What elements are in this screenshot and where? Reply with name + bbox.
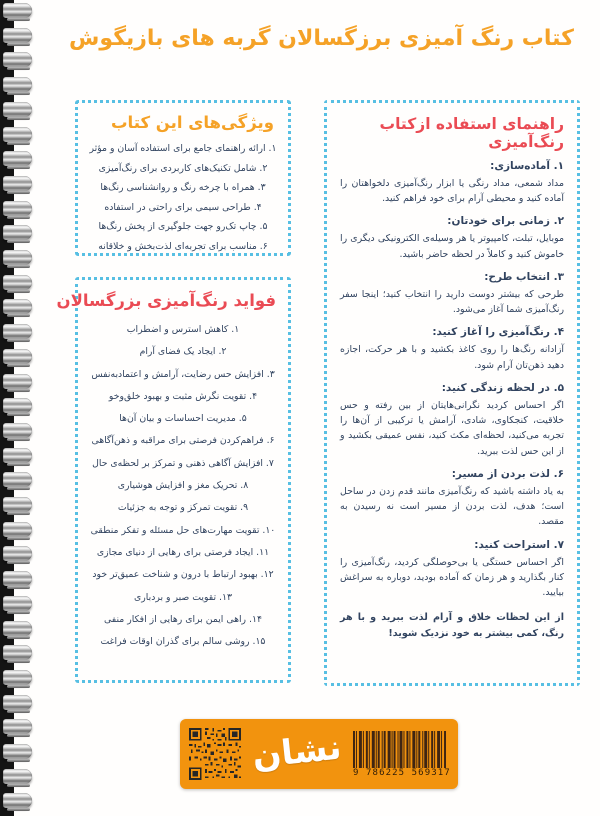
spiral-coil: [3, 744, 32, 759]
guide-section-title: ۷. استراحت کنید:: [474, 538, 564, 551]
spiral-coil: [3, 349, 32, 364]
benefits-list-item: ۱۲. بهبود ارتباط با درون و شناخت عمیق‌تر خود: [92, 569, 274, 581]
spiral-coil: [3, 497, 32, 512]
spiral-coil: [3, 225, 32, 240]
spiral-coil: [3, 151, 32, 166]
benefits-list-item: ۱۵. روشی سالم برای گذران اوقات فراغت: [100, 636, 266, 648]
spiral-coil: [3, 571, 32, 586]
guide-section-text: آزادانه رنگ‌ها را روی کاغذ بکشید و با هر حرکت، اجازه دهید ذهن‌تان آرام شود.: [340, 344, 564, 371]
benefits-list-item: ۵. مدیریت احساسات و بیان آن‌ها: [119, 413, 247, 425]
features-box: [75, 100, 291, 256]
benefits-list-item: ۷. افزایش آگاهی ذهنی و تمرکز بر لحظه‌ی حال: [92, 457, 274, 469]
spiral-coil: [3, 670, 32, 685]
guide-section-title: ۳. انتخاب طرح:: [484, 270, 564, 283]
spiral-coil: [3, 695, 32, 710]
barcode: [353, 731, 449, 778]
benefits-list: [86, 319, 280, 653]
benefits-list-item: ۱۱. ایجاد فرصتی برای رهایی از دنیای مجازی: [96, 546, 270, 558]
spiral-coil: [3, 374, 32, 389]
benefits-list-item: ۱. کاهش استرس و اضطراب: [126, 324, 240, 335]
spiral-coil: [3, 275, 32, 290]
spiral-coil: [3, 52, 32, 67]
spiral-coil: [3, 77, 32, 92]
book-title: کتاب رنگ آمیزی برزگسالان گربه های بازیگوش: [69, 26, 574, 51]
isbn-number: 9 786225 569317: [353, 767, 451, 778]
guide-section-text: اگر احساس خستگی یا بی‌حوصلگی کردید، رنگ‌آمیزی را کنار بگذارید و هر زمان که آماده بودید، دوباره به سراغش بیایید.: [340, 556, 564, 598]
spiral-coil: [3, 522, 32, 537]
benefits-heading: فواید رنگ‌آمیزی بزرگسالان: [56, 291, 276, 310]
features-list: [88, 139, 278, 256]
features-list-item: ۳. همراه با چرخه رنگ و روانشناسی رنگ‌ها: [100, 182, 266, 193]
spiral-coil: [3, 546, 32, 561]
benefits-list-item: ۸. تحریک مغز و افزایش هوشیاری: [117, 480, 249, 492]
guide-box: [324, 100, 580, 686]
spiral-coil: [3, 102, 32, 117]
spiral-coil: [3, 176, 32, 191]
guide-section-text: طرحی که بیشتر دوست دارید را انتخاب کنید؛ اینجا سفر رنگ‌آمیزی شما آغاز می‌شود.: [340, 288, 564, 316]
spiral-coil: [3, 28, 32, 43]
benefits-list-item: ۶. فراهم‌کردن فرصتی برای مراقبه و ذهن‌آگاهی: [91, 435, 275, 447]
guide-section-text: به یاد داشته باشید که رنگ‌آمیزی مانند قدم زدن در ساحل است؛ هدف، لذت بردن از مسیر است نه رسیدن به مقصد.: [340, 485, 564, 528]
spiral-coil: [3, 719, 32, 734]
benefits-list-item: ۱۰. تقویت مهارت‌های حل مسئله و تفکر منطقی: [90, 524, 276, 536]
guide-sections: [340, 160, 564, 600]
spiral-coil: [3, 645, 32, 660]
guide-section-title: ۴. رنگ‌آمیزی را آغاز کنید:: [432, 326, 564, 339]
spiral-coil: [3, 621, 32, 636]
features-list-item: ۲. شامل تکنیک‌های کاربردی برای رنگ‌آمیزی: [98, 162, 268, 174]
spiral-coil: [3, 398, 32, 413]
guide-section-title: ۱. آماده‌سازی:: [490, 160, 564, 172]
benefits-list-item: ۹. تقویت تمرکز و توجه به جزئیات: [117, 502, 249, 514]
guide-section-text: مداد شمعی، مداد رنگی یا ابزار رنگ‌آمیزی دلخواهتان را آماده کنید و محیطی آرام برای خود فراهم کنید.: [340, 178, 564, 205]
features-list-item: ۶. مناسب برای تجربه‌ای لذت‌بخش و خلاقانه: [98, 240, 268, 252]
publisher-strip: [180, 719, 458, 789]
benefits-box: [56, 277, 291, 683]
guide-section-title: ۲. زمانی برای خودتان:: [447, 215, 564, 228]
spiral-coil: [3, 3, 32, 18]
qr-code-icon: [189, 728, 241, 780]
spiral-coil: [3, 596, 32, 611]
spiral-coil: [3, 769, 32, 784]
features-list-item: ۵. چاپ تک‌رو جهت جلوگیری از پخش رنگ‌ها: [98, 221, 268, 232]
spiral-coil: [3, 448, 32, 463]
guide-section-title: ۵. در لحظه زندگی کنید:: [441, 381, 564, 394]
guide-section-title: ۶. لذت بردن از مسیر:: [451, 467, 564, 480]
guide-section-text: موبایل، تبلت، کامپیوتر یا هر وسیله‌ی الکترونیکی دیگری را خاموش کنید و کاملاً در لحظه حاضر باشید.: [340, 233, 564, 260]
spiral-coil: [3, 793, 32, 808]
benefits-list-item: ۲. ایجاد یک فضای آرام: [139, 346, 227, 358]
spiral-coil: [3, 423, 32, 438]
guide-closing: از این لحظات خلاق و آرام لذت ببرید و با هر رنگ، کمی بیشتر به خود نزدیک شوید!: [340, 612, 564, 639]
features-list-item: ۱. ارائه راهنمای جامع برای استفاده آسان و مؤثر: [89, 143, 277, 154]
features-list-item: ۴. طراحی سیمی برای راحتی در استفاده: [104, 201, 262, 213]
spiral-coil: [3, 299, 32, 314]
spiral-coil: [3, 250, 32, 265]
benefits-list-item: ۳. افزایش حس رضایت، آرامش و اعتمادبه‌نفس: [91, 368, 275, 380]
guide-heading: راهنمای استفاده ازکتاب رنگ‌آمیزی: [379, 115, 564, 151]
spiral-coil: [3, 201, 32, 216]
spiral-coil: [3, 127, 32, 142]
benefits-list-item: ۱۴. راهی ایمن برای رهایی از افکار منفی: [104, 613, 262, 625]
benefits-list-item: ۴. تقویت نگرش مثبت و بهبود خلق‌وخو: [108, 390, 258, 402]
spiral-coil: [3, 324, 32, 339]
barcode-bars-icon: [353, 731, 447, 768]
spiral-binding: [0, 0, 38, 816]
features-heading: ویژگی‌های این کتاب: [110, 113, 274, 132]
benefits-list-item: ۱۳. تقویت صبر و بردباری: [134, 591, 232, 603]
guide-section-text: اگر احساس کردید نگرانی‌هایتان از بین رفته و حس خلاقیت، کنجکاوی، شادی، آرامش یا ترکیبی از آن‌ها را تجربه می‌کنید، لحظه‌ای مکث کنید، نفس عمیقی بکشید و از این حس لذت ببرید.: [340, 399, 564, 457]
spiral-coil: [3, 472, 32, 487]
publisher-logo: نشان: [250, 727, 344, 777]
